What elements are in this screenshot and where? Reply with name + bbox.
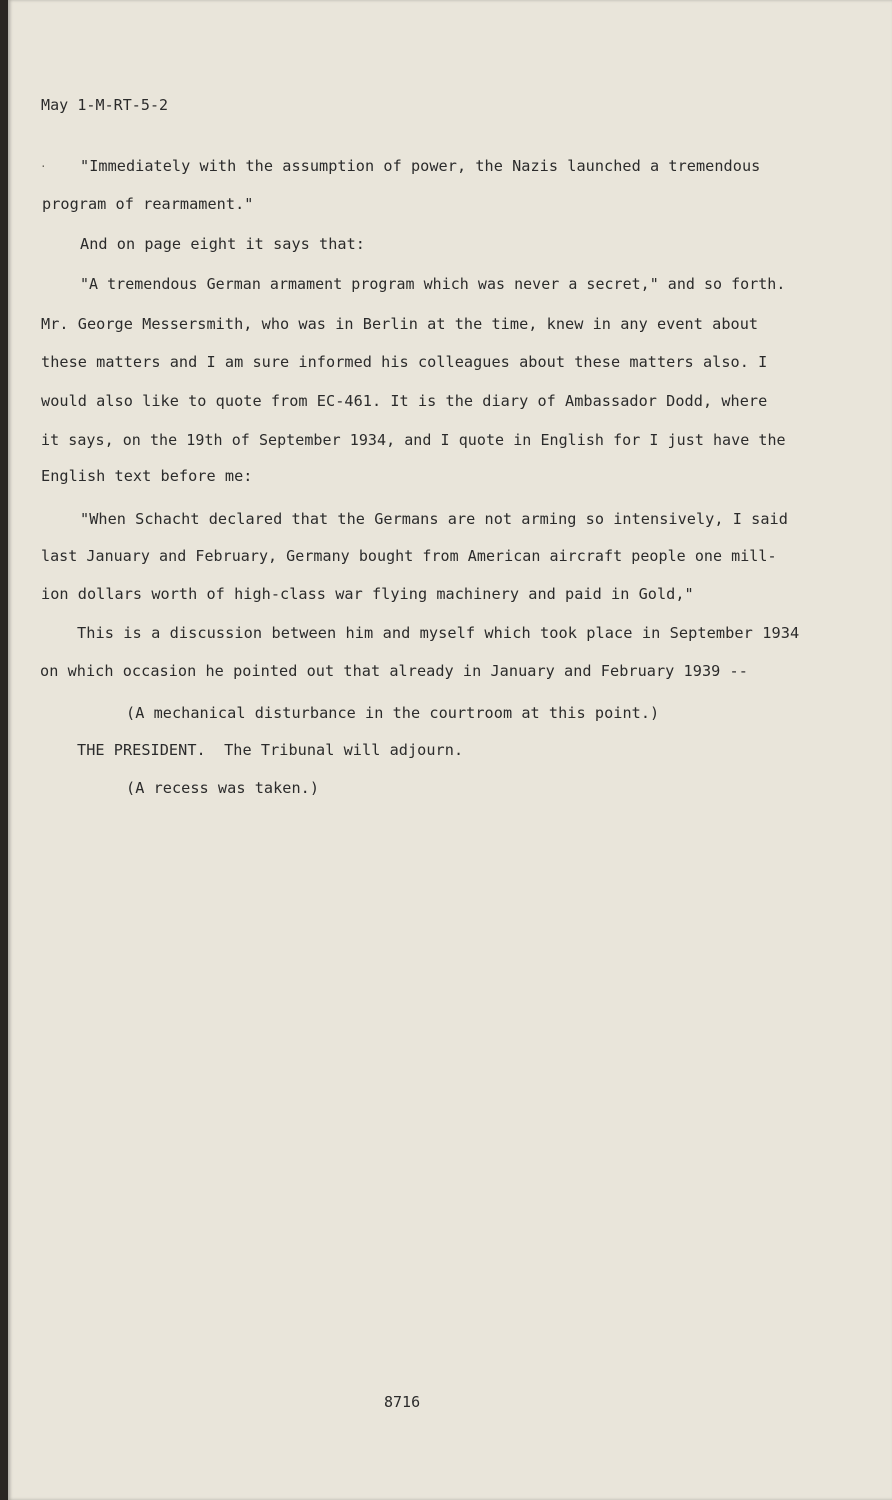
text-line: "A tremendous German armament program which was never a secret," and so forth. (80, 275, 786, 293)
text-line: ion dollars worth of high-class war flying machinery and paid in Gold," (41, 585, 694, 603)
text-line: "When Schacht declared that the Germans are not arming so intensively, I said (80, 510, 788, 528)
text-line: THE PRESIDENT. The Tribunal will adjourn. (77, 741, 464, 759)
document-reference: May 1-M-RT-5-2 (41, 96, 169, 114)
text-line: "Immediately with the assumption of power, the Nazis launched a tremendous (80, 157, 761, 175)
text-line: last January and February, Germany bought from American aircraft people one mill- (41, 547, 777, 565)
margin-mark: · (40, 160, 47, 173)
text-line: on which occasion he pointed out that already in January and February 1939 -- (40, 662, 748, 680)
text-line: This is a discussion between him and myself which took place in September 1934 (77, 624, 800, 642)
text-line: English text before me: (41, 467, 253, 485)
text-line: it says, on the 19th of September 1934, and I quote in English for I just have the (41, 431, 786, 449)
text-line: (A recess was taken.) (126, 779, 320, 797)
text-line: (A mechanical disturbance in the courtroom at this point.) (126, 704, 660, 722)
text-line: these matters and I am sure informed his colleagues about these matters also. I (41, 353, 768, 371)
text-line: And on page eight it says that: (80, 235, 366, 253)
text-line: Mr. George Messersmith, who was in Berlin at the time, knew in any event about (41, 315, 759, 333)
text-line: would also like to quote from EC-461. It is the diary of Ambassador Dodd, where (41, 392, 768, 410)
page-number: 8716 (384, 1393, 421, 1411)
text-line: program of rearmament." (42, 195, 254, 213)
